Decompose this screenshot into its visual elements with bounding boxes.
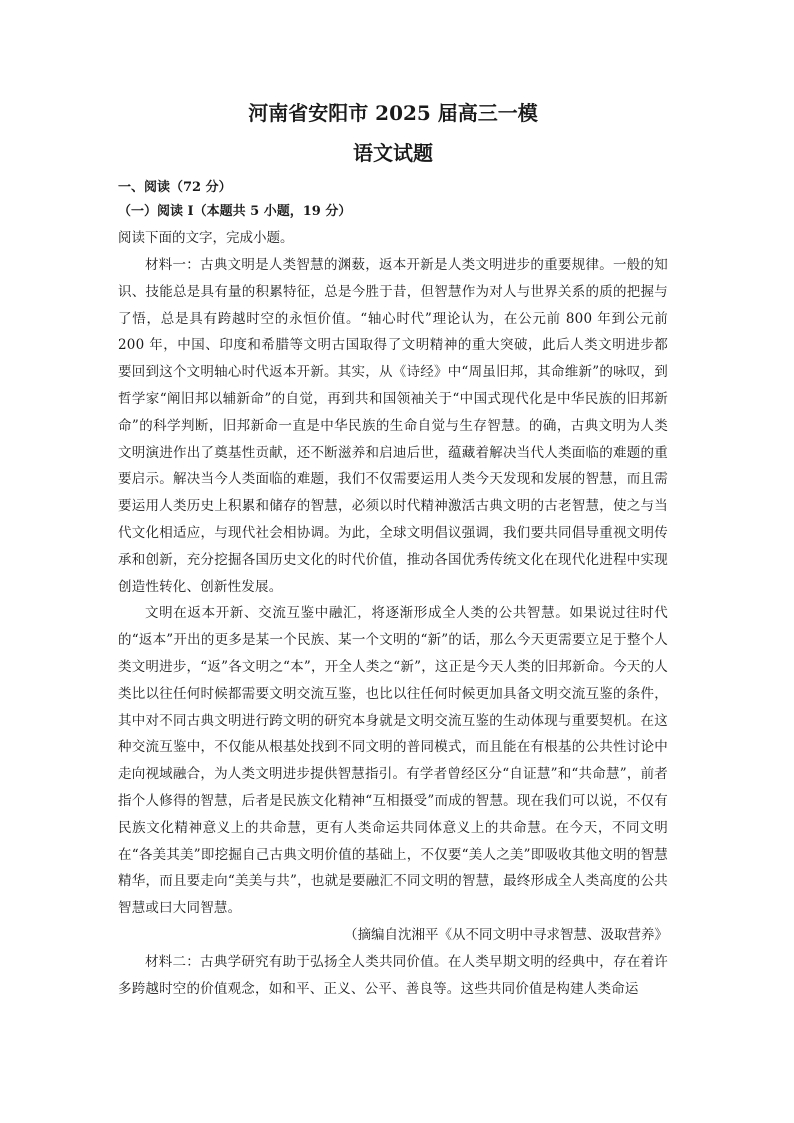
section-heading-reading: 一、阅读（72 分） bbox=[118, 180, 232, 195]
document-subtitle: 语文试题 bbox=[353, 141, 433, 165]
material-1-paragraph-1: 材料一：古典文明是人类智慧的渊薮，返本开新是人类文明进步的重要规律。一般的知识、技能总是具有量的积累特征，总是今胜于昔，但智慧作为对人与世界关系的质的把握与了悟，总是具有跨越时空的永恒价值。“轴心时代”理论认为，在公元前 800 年到公元前 200 年，中国、印度和希腊等文明古国取得了文明精神的重大突破，此后人类文明进步都要回到这个文明轴心时代返本开新。其实，从《诗经》中“周虽旧邦，其命维新”的咏叹，到哲学家“阐旧邦以辅新命”的自觉，再到共和国领袖关于“中国式现代化是中华民族的旧邦新命”的科学判断，旧邦新命一直是中华民族的生命自觉与生存智慧。的确，古典文明为人类文明演进作出了奠基性贡献，还不断滋养和启迪后世，蕴藏着解决当代人类面临的难题的重要启示。解决当今人类面临的难题，我们不仅需要运用人类今天发现和发展的智慧，而且需要运用人类历史上积累和储存的智慧，必须以时代精神激活古典文明的古老智慧，使之与当代文化相适应，与现代社会相协调。为此，全球文明倡议强调，我们要共同倡导重视文明传承和创新，充分挖掘各国历史文化的时代价值，推动各国优秀传统文化在现代化进程中实现创造性转化、创新性发展。 bbox=[118, 257, 668, 595]
document-title: 河南省安阳市 2025 届高三一模 bbox=[248, 101, 538, 125]
material-1-source: （摘编自沈湘平《从不同文明中寻求智慧、汲取营养》 bbox=[344, 926, 668, 943]
reading-instruction: 阅读下面的文字，完成小题。 bbox=[118, 230, 294, 246]
material-2-paragraph-1: 材料二：古典学研究有助于弘扬全人类共同价值。在人类早期文明的经典中，存在着许多跨越时空的价值观念，如和平、正义、公平、善良等。这些共同价值是构建人类命运 bbox=[118, 953, 668, 997]
document-page bbox=[118, 98, 668, 1002]
material-1-paragraph-2: 文明在返本开新、交流互鉴中融汇，将逐渐形成全人类的公共智慧。如果说过往时代的“返本”开出的更多是某一个民族、某一个文明的“新”的话，那么今天更需要立足于整个人类文明进步，“返”各文明之“本”，开全人类之“新”，这正是今天人类的旧邦新命。今天的人类比以往任何时候都需要文明交流互鉴，也比以往任何时候更加具备文明交流互鉴的条件，其中对不同古典文明进行跨文明的研究本身就是文明交流互鉴的生动体现与重要契机。在这种交流互鉴中，不仅能从根基处找到不同文明的普同模式，而且能在有根基的公共性讨论中走向视域融合，为人类文明进步提供智慧指引。有学者曾经区分“自证慧”和“共命慧”，前者指个人修得的智慧，后者是民族文化精神“互相摄受”而成的智慧。现在我们可以说，不仅有民族文化精神意义上的共命慧，更有人类命运共同体意义上的共命慧。在今天，不同文明在“各美其美”即挖掘自己古典文明价值的基础上，不仅要“美人之美”即吸收其他文明的智慧精华，而且要走向“美美与共”，也就是要融汇不同文明的智慧，最终形成全人类高度的公共智慧或曰大同智慧。 bbox=[118, 605, 668, 917]
section-heading-reading-1: （一）阅读 I（本题共 5 小题，19 分） bbox=[118, 204, 352, 219]
